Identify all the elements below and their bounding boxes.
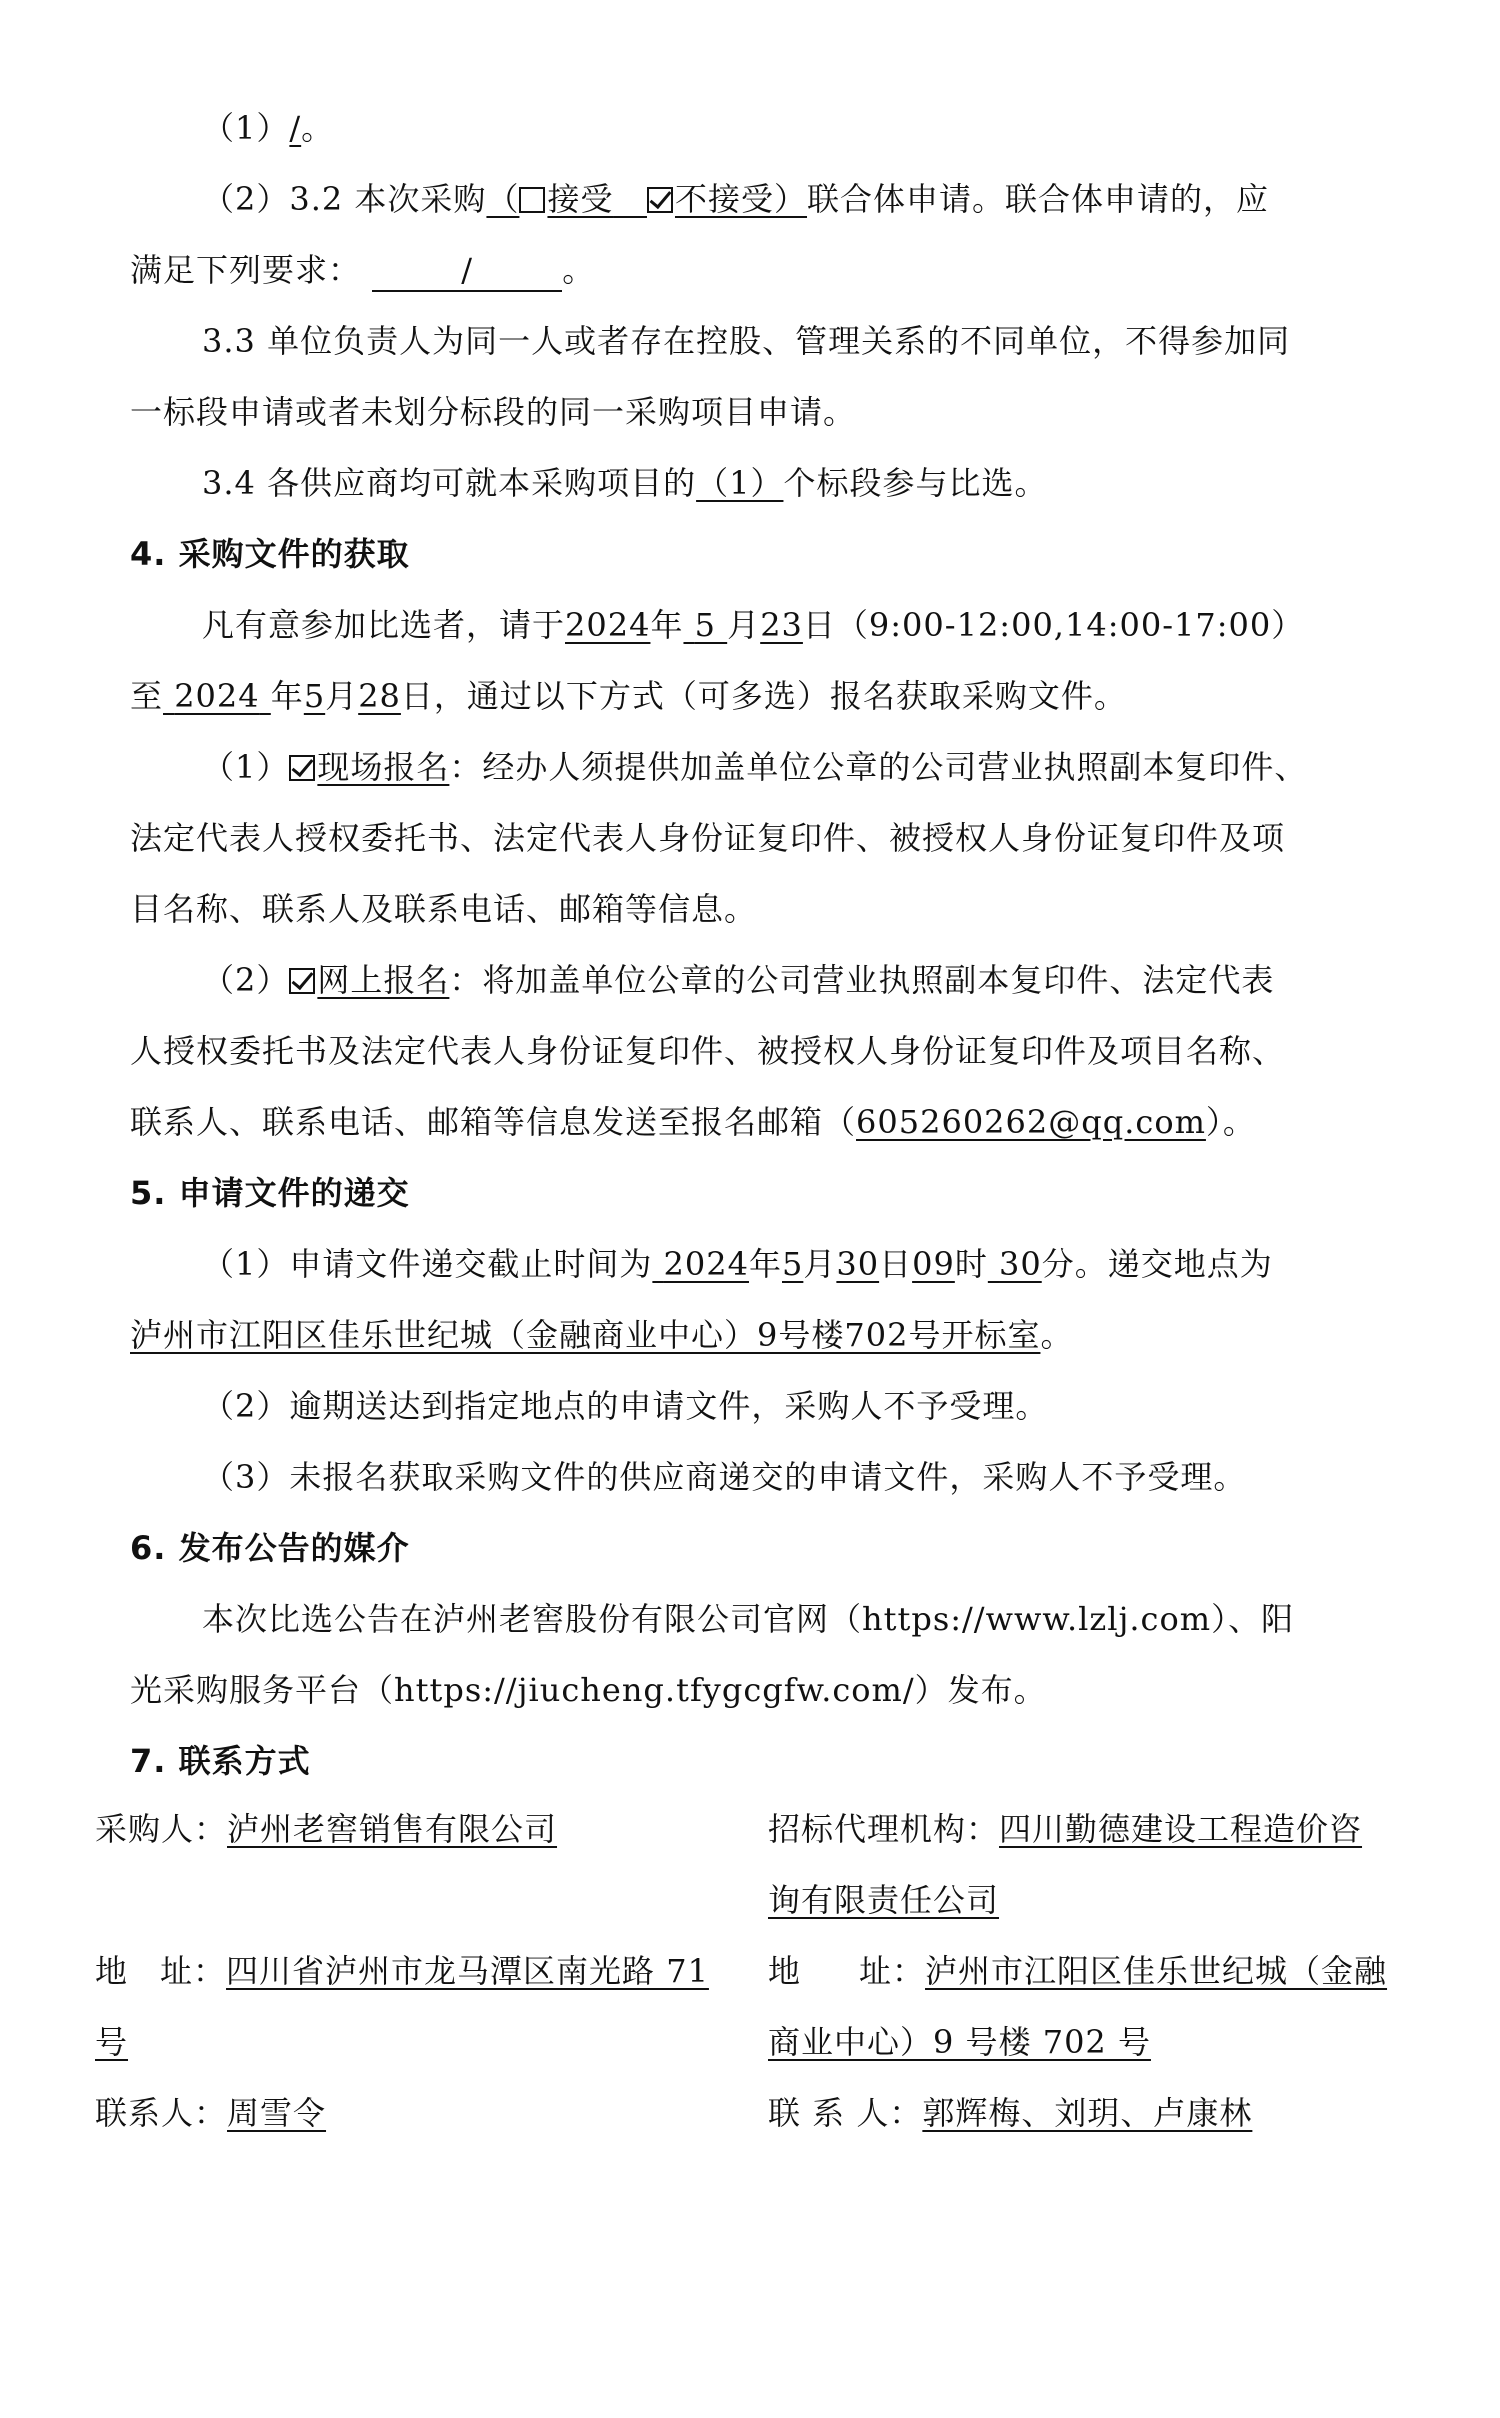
text: 日	[879, 1245, 913, 1283]
text: 月	[727, 606, 761, 644]
item1-value: /	[289, 109, 302, 147]
s6-line1: 本次比选公告在泸州老窖股份有限公司官网（https://www.lzlj.com）、阳	[202, 1600, 1295, 1638]
section-6-heading: 6. 发布公告的媒介	[130, 1529, 410, 1567]
agency-name: 四川勤德建设工程造价咨	[999, 1810, 1363, 1848]
s3-item2-line2	[130, 235, 1366, 306]
start-month: 5	[694, 606, 716, 644]
online-label: 网上报名	[317, 961, 450, 999]
requirement-label: 满足下列要求：	[130, 251, 362, 289]
text: ：经办人须提供加盖单位公章的公司营业执照副本复印件、	[449, 748, 1308, 786]
s3-4-prefix: 3.4 各供应商均可就本采购项目的	[202, 464, 697, 502]
address-label: 地	[95, 1952, 129, 1990]
s3-item1	[130, 93, 1366, 164]
onsite-label: 现场报名	[317, 748, 450, 786]
onsite-checkbox-checked-icon[interactable]	[289, 755, 315, 781]
deadline-hour: 09	[912, 1245, 955, 1283]
text: 月	[325, 677, 359, 715]
purchaser-address-row-2	[95, 2007, 745, 2078]
s4-online-line2: 人授权委托书及法定代表人身份证复印件、被授权人身份证复印件及项目名称、	[130, 1032, 1286, 1070]
document-body	[130, 93, 1366, 1797]
s5-item2: （2）逾期送达到指定地点的申请文件，采购人不予受理。	[202, 1387, 1049, 1425]
s3-3-line2: 一标段申请或者未划分标段的同一采购项目申请。	[130, 393, 857, 431]
reject-label: 不接受	[674, 180, 774, 218]
s6-line2: 光采购服务平台（https://jiucheng.tfygcgfw.com/）发布。	[130, 1671, 1047, 1709]
s3-4	[130, 448, 1366, 519]
consortium-options	[486, 180, 807, 218]
s4-online-line1	[130, 945, 1366, 1016]
text: 凡有意参加比选者，请于	[202, 606, 566, 644]
punct: 。	[562, 251, 596, 289]
text: 日，通过以下方式（可多选）报名获取采购文件。	[400, 677, 1127, 715]
address-label: 址：	[859, 1952, 926, 1990]
paren: （	[486, 180, 520, 218]
address-label: 地	[768, 1952, 802, 1990]
agency-contact-row	[768, 2078, 1428, 2149]
text: 至	[130, 677, 164, 715]
end-year: 2024	[174, 677, 260, 715]
purchaser-contact: 周雪令	[227, 2094, 327, 2132]
purchaser-spacer-row	[95, 1865, 745, 1936]
section-4-heading: 4. 采购文件的获取	[130, 535, 410, 573]
s5-item3: （3）未报名获取采购文件的供应商递交的申请文件，采购人不予受理。	[202, 1458, 1247, 1496]
text: 分。递交地点为	[1041, 1245, 1273, 1283]
text: 日（9:00-12:00,14:00-17:00）	[802, 606, 1305, 644]
agency-name-row-2	[768, 1865, 1428, 1936]
item-prefix: （1）	[202, 109, 290, 147]
online-option	[289, 961, 449, 999]
agency-address-cont: 商业中心）9 号楼 702 号	[768, 2023, 1151, 2061]
onsite-option	[289, 748, 449, 786]
purchaser-name-row	[95, 1794, 745, 1865]
agency-contacts: 郭辉梅、刘玥、卢康林	[922, 2094, 1253, 2132]
s3-4-suffix: 个标段参与比选。	[783, 464, 1048, 502]
lot-count: （1）	[696, 464, 784, 502]
text: 年	[270, 677, 304, 715]
s4-intro-line1	[130, 590, 1366, 661]
deadline-month: 5	[782, 1245, 804, 1283]
registration-email-link[interactable]: 605260262@qq.com	[856, 1103, 1206, 1141]
agency-name-row	[768, 1794, 1428, 1865]
text: 月	[803, 1245, 837, 1283]
submission-location: 泸州市江阳区佳乐世纪城（金融商业中心）9号楼702号开标室	[130, 1316, 1041, 1354]
punct: 。	[1040, 1316, 1074, 1354]
agency-address-row-2	[768, 2007, 1428, 2078]
online-checkbox-checked-icon[interactable]	[289, 968, 315, 994]
text: 时	[954, 1245, 988, 1283]
purchaser-address-cont: 号	[95, 2023, 129, 2061]
text: 年	[748, 1245, 782, 1283]
s3-item2-line1	[130, 164, 1366, 235]
requirement-blank: /	[372, 250, 562, 292]
text: （1）申请文件递交截止时间为	[202, 1245, 653, 1283]
item-prefix: （1）	[202, 748, 290, 786]
agency-column	[768, 1794, 1428, 2149]
text: ）。	[1205, 1103, 1256, 1141]
agency-address-row	[768, 1936, 1428, 2007]
deadline-minute: 30	[999, 1245, 1042, 1283]
accept-checkbox-unchecked-icon[interactable]	[519, 187, 545, 213]
punct: 。	[301, 109, 335, 147]
purchaser-address: 四川省泸州市龙马潭区南光路 71	[226, 1952, 709, 1990]
section-5-heading: 5. 申请文件的递交	[130, 1174, 410, 1212]
purchaser-name: 泸州老窖销售有限公司	[227, 1810, 558, 1848]
section-7-heading: 7. 联系方式	[130, 1742, 311, 1780]
purchaser-label: 采购人：	[95, 1810, 228, 1848]
s4-online-line3	[130, 1087, 1366, 1158]
end-day: 28	[358, 677, 401, 715]
s4-onsite-line3: 目名称、联系人及联系电话、邮箱等信息。	[130, 890, 758, 928]
paren: ）	[774, 180, 808, 218]
agency-address: 泸州市江阳区佳乐世纪城（金融	[925, 1952, 1388, 1990]
s5-deadline-line2	[130, 1300, 1366, 1371]
start-year: 2024	[565, 606, 651, 644]
contact-label: 联系人：	[95, 2094, 228, 2132]
accept-label: 接受	[547, 180, 614, 218]
reject-checkbox-checked-icon[interactable]	[647, 187, 673, 213]
item-prefix: （2）	[202, 961, 290, 999]
purchaser-address-row	[95, 1936, 745, 2007]
address-label: 址：	[160, 1952, 227, 1990]
text: 年	[650, 606, 684, 644]
deadline-day: 30	[836, 1245, 880, 1283]
s4-onsite-line2: 法定代表人授权委托书、法定代表人身份证复印件、被授权人身份证复印件及项	[130, 819, 1286, 857]
agency-name-cont: 询有限责任公司	[768, 1881, 1000, 1919]
s5-deadline-line1	[130, 1229, 1366, 1300]
start-day: 23	[760, 606, 803, 644]
s4-intro-line2	[130, 661, 1366, 732]
deadline-year: 2024	[663, 1245, 749, 1283]
purchaser-column	[95, 1794, 745, 2149]
text: 联系人、联系电话、邮箱等信息发送至报名邮箱（	[130, 1103, 857, 1141]
purchaser-contact-row	[95, 2078, 745, 2149]
text: ：将加盖单位公章的公司营业执照副本复印件、法定代表	[449, 961, 1275, 999]
item2-prefix: （2）3.2 本次采购	[202, 180, 487, 218]
agency-label: 招标代理机构：	[768, 1810, 1000, 1848]
s4-onsite-line1	[130, 732, 1366, 803]
s3-3-line1: 3.3 单位负责人为同一人或者存在控股、管理关系的不同单位，不得参加同	[202, 322, 1291, 360]
contact-label: 联 系 人：	[768, 2094, 923, 2132]
end-month: 5	[303, 677, 326, 715]
item2-text: 联合体申请。联合体申请的，应	[807, 180, 1270, 218]
